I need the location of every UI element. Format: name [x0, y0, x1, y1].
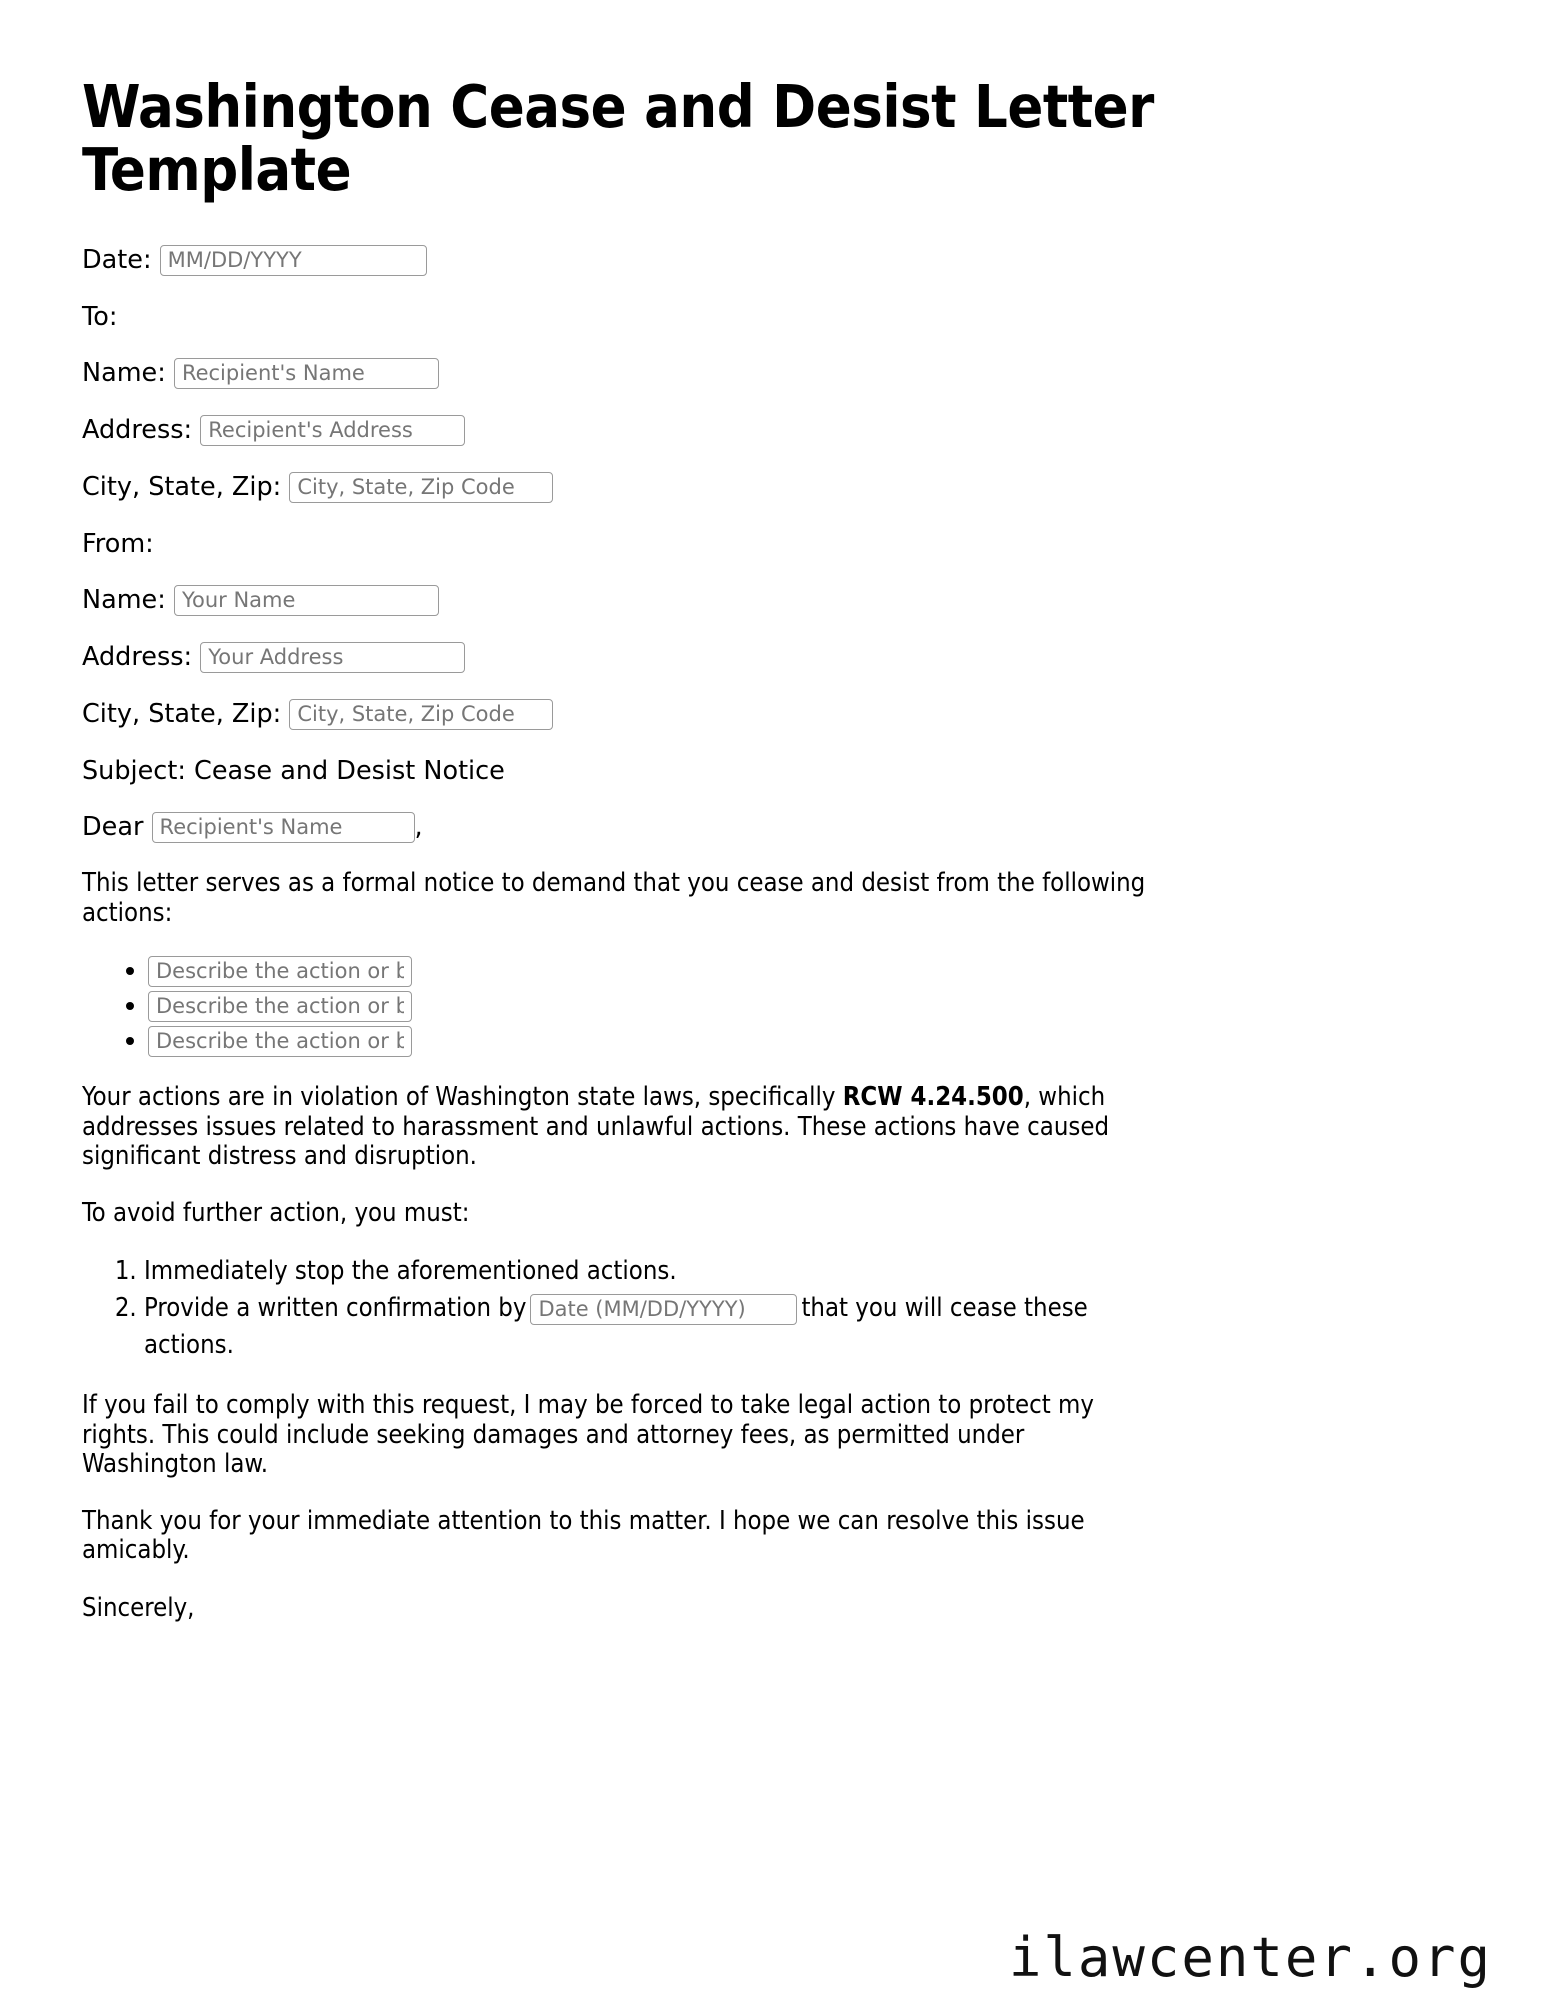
from-heading: From:: [82, 529, 154, 560]
recipient-city-input[interactable]: [289, 472, 553, 503]
closing-paragraph: Thank you for your immediate attention to this matter. I hope we can resolve this issue amicably.: [82, 1505, 1085, 1566]
sender-address-input[interactable]: [200, 642, 465, 673]
confirmation-date-input[interactable]: [530, 1294, 797, 1325]
sender-name-input[interactable]: [174, 585, 439, 616]
salutation-comma: ,: [414, 812, 423, 843]
to-heading: To:: [82, 302, 118, 333]
date-row: [82, 245, 1474, 276]
sender-name-label: Name:: [82, 585, 166, 616]
sender-city-label: City, State, Zip:: [82, 699, 282, 730]
sender-name-row: [82, 585, 1474, 616]
page-title: Washington Cease and Desist Letter Template: [82, 72, 1154, 204]
salutation-label: Dear: [82, 812, 144, 843]
demand-1-text: Immediately stop the aforementioned actions.: [144, 1255, 677, 1286]
salutation-row: [82, 812, 1474, 843]
signoff-line: Sincerely,: [82, 1592, 195, 1623]
list-item: [144, 1256, 1164, 1287]
demand-2-text-before: Provide a written confirmation by: [144, 1293, 527, 1324]
recipient-name-input[interactable]: [174, 358, 439, 389]
action-input-3[interactable]: [148, 1026, 412, 1057]
date-input[interactable]: [160, 245, 427, 276]
recipient-address-row: [82, 415, 1474, 446]
action-input-1[interactable]: [148, 956, 412, 987]
recipient-name-label: Name:: [82, 358, 166, 389]
recipient-address-input[interactable]: [200, 415, 465, 446]
date-label: Date:: [82, 245, 152, 276]
violation-paragraph: [82, 1083, 1154, 1172]
sender-address-row: [82, 642, 1474, 673]
list-item: [148, 955, 1474, 987]
list-item: [144, 1290, 1164, 1364]
demands-intro: To avoid further action, you must:: [82, 1197, 470, 1228]
subject-line: Subject: Cease and Desist Notice: [82, 756, 505, 787]
violation-text-after: , which addresses issues related to harassment and unlawful actions. These actions have caused significant distress and disruption.: [82, 1082, 1110, 1172]
list-item: [148, 990, 1474, 1022]
salutation-name-input[interactable]: [152, 812, 415, 843]
action-input-2[interactable]: [148, 991, 412, 1022]
list-item: [148, 1025, 1474, 1057]
prohibited-actions-list: [82, 955, 1474, 1057]
recipient-city-row: [82, 472, 1474, 503]
intro-paragraph: This letter serves as a formal notice to demand that you cease and desist from the following actions:: [82, 868, 1146, 928]
sender-city-row: [82, 699, 1474, 730]
site-watermark: ilawcenter.org: [1008, 1926, 1492, 1989]
violation-text-before: Your actions are in violation of Washington state laws, specifically: [82, 1082, 843, 1113]
recipient-address-label: Address:: [82, 415, 193, 446]
statute-reference: RCW 4.24.500: [842, 1082, 1024, 1113]
recipient-city-label: City, State, Zip:: [82, 472, 282, 503]
demands-list: [82, 1256, 1474, 1365]
sender-address-label: Address:: [82, 642, 193, 673]
sender-city-input[interactable]: [289, 699, 553, 730]
recipient-name-row: [82, 358, 1474, 389]
demand-2-text-after: that you will cease these actions.: [144, 1293, 1088, 1361]
consequences-paragraph: If you fail to comply with this request, I may be forced to take legal action to protect my rights. This could include seeking damages and attorney fees, as permitted under Washington law.: [82, 1390, 1094, 1480]
